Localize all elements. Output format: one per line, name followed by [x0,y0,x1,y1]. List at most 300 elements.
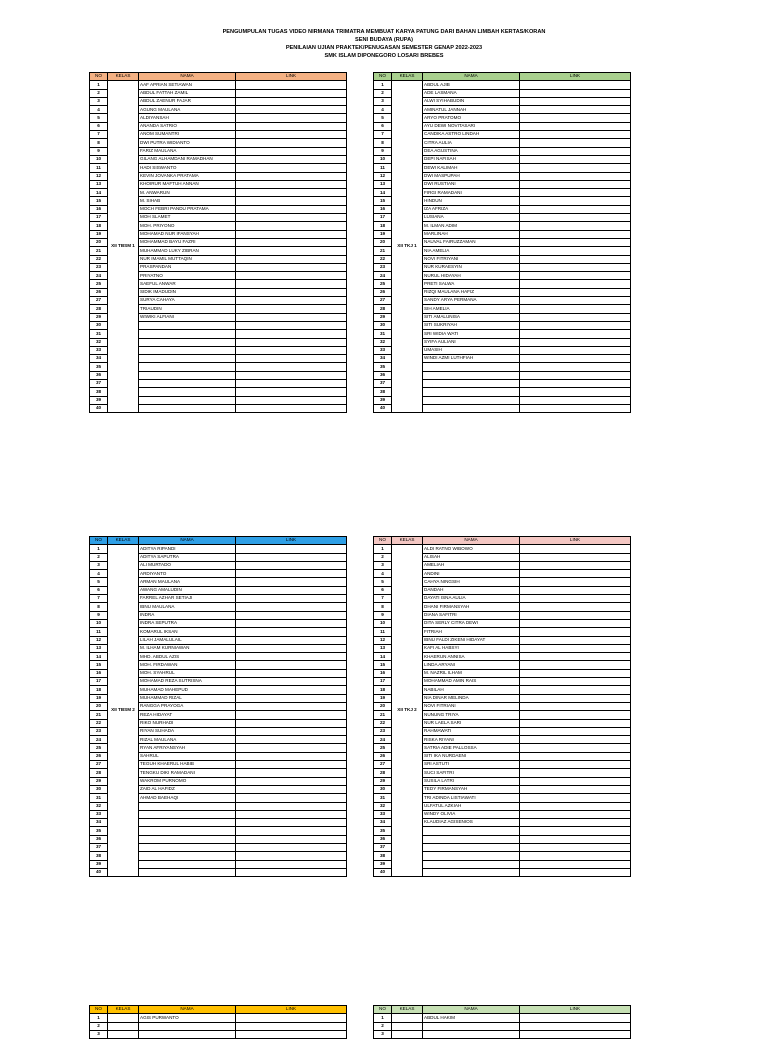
link-cell[interactable] [520,678,631,686]
table-header-row [90,537,347,545]
link-cell[interactable] [236,785,347,793]
student-name: ALI MURTADO [139,561,236,569]
link-cell[interactable] [236,794,347,802]
row-number: 9 [374,147,392,155]
row-number: 15 [90,197,108,205]
student-name [139,868,236,876]
link-cell[interactable] [520,81,631,89]
row-number: 19 [374,230,392,238]
row-number: 34 [374,355,392,363]
link-cell[interactable] [520,313,631,321]
link-cell[interactable] [236,164,347,172]
link-cell[interactable] [236,297,347,305]
student-name [139,388,236,396]
row-number: 31 [90,794,108,802]
link-cell[interactable] [236,769,347,777]
link-cell[interactable] [520,727,631,735]
student-name: DWI PUTRA WIDIANTO [139,139,236,147]
student-name: ABDUL AJIB [423,81,520,89]
row-number: 7 [374,595,392,603]
link-cell[interactable] [520,819,631,827]
link-cell[interactable] [520,1014,631,1022]
link-cell[interactable] [236,106,347,114]
link-cell[interactable] [520,247,631,255]
link-cell[interactable] [520,744,631,752]
link-cell[interactable] [520,661,631,669]
link-cell[interactable] [236,661,347,669]
row-number: 1 [90,81,108,89]
row-number: 3 [90,561,108,569]
table-row [374,1030,631,1038]
link-cell[interactable] [236,180,347,188]
table-row [374,1022,631,1030]
link-cell[interactable] [236,155,347,163]
row-number: 5 [374,578,392,586]
table-row [374,545,631,553]
link-cell[interactable] [236,852,347,860]
row-number: 20 [90,702,108,710]
row-number: 25 [90,280,108,288]
row-number: 9 [90,147,108,155]
row-number: 36 [374,371,392,379]
row-number: 37 [90,843,108,851]
link-cell[interactable] [236,330,347,338]
student-name: ADE LASMANA [423,89,520,97]
table-header-row [90,1006,347,1014]
link-cell[interactable] [520,843,631,851]
link-cell[interactable] [520,272,631,280]
student-name [139,852,236,860]
column-header-nama: NAMA [423,1006,520,1014]
link-cell[interactable] [236,238,347,246]
column-header-link: LINK [520,73,631,81]
link-cell[interactable] [236,777,347,785]
student-name: MOH. PRIYONO [139,222,236,230]
student-name: ABDUL ZAENUR FAJAR [139,97,236,105]
link-cell[interactable] [520,404,631,412]
row-number: 5 [90,114,108,122]
link-cell[interactable] [236,619,347,627]
link-cell[interactable] [520,752,631,760]
link-cell[interactable] [236,678,347,686]
row-number: 4 [90,570,108,578]
student-name [423,1030,520,1038]
link-cell[interactable] [520,263,631,271]
class-cell: XII TBSM 1 [108,81,139,413]
link-cell[interactable] [520,777,631,785]
link-cell[interactable] [236,139,347,147]
link-cell[interactable] [236,810,347,818]
link-cell[interactable] [520,810,631,818]
link-cell[interactable] [236,1022,347,1030]
link-cell[interactable] [236,686,347,694]
link-cell[interactable] [236,371,347,379]
row-number: 17 [90,214,108,222]
link-cell[interactable] [236,197,347,205]
link-cell[interactable] [520,122,631,130]
row-number: 35 [90,363,108,371]
column-header-nama: NAMA [139,537,236,545]
student-name: AYU DEWI NOVITASARI [423,122,520,130]
row-number: 31 [374,330,392,338]
student-name: RIZAL MAULANA [139,736,236,744]
student-name: FARIZ MAULANA [139,147,236,155]
student-name: NURUL HIDAYAH [423,272,520,280]
link-cell[interactable] [236,288,347,296]
link-cell[interactable] [236,595,347,603]
link-cell[interactable] [236,636,347,644]
student-name: MUHAMMAD RIZAL [139,694,236,702]
row-number: 24 [90,736,108,744]
link-cell[interactable] [236,835,347,843]
link-cell[interactable] [520,794,631,802]
link-cell[interactable] [236,230,347,238]
link-cell[interactable] [520,330,631,338]
row-number: 20 [90,238,108,246]
row-number: 24 [374,272,392,280]
table-row [374,1014,631,1022]
row-number: 10 [90,619,108,627]
table-header-row [374,1006,631,1014]
link-cell[interactable] [236,761,347,769]
link-cell[interactable] [520,363,631,371]
link-cell[interactable] [520,180,631,188]
student-name: M. SIHAB [139,197,236,205]
link-cell[interactable] [236,736,347,744]
row-number: 27 [90,761,108,769]
link-cell[interactable] [236,388,347,396]
row-number: 29 [374,777,392,785]
class-cell: XII TBSM 2 [108,545,139,877]
link-cell[interactable] [236,404,347,412]
column-header-link: LINK [236,1006,347,1014]
table-header-row [374,73,631,81]
link-cell[interactable] [520,827,631,835]
link-cell[interactable] [520,97,631,105]
student-name: INDRA [139,611,236,619]
link-cell[interactable] [236,214,347,222]
link-cell[interactable] [520,586,631,594]
header-assessment: PENILAIAN UJIAN PRAKTEK/PENUGASAN SEMESTER GENAP 2022-2023 [285,45,483,51]
link-cell[interactable] [520,139,631,147]
student-name: IBNU FALDI ZIKENI HIDAYAT [423,636,520,644]
link-cell[interactable] [520,255,631,263]
link-cell[interactable] [236,338,347,346]
link-cell[interactable] [520,305,631,313]
row-number: 3 [374,561,392,569]
row-number: 22 [374,719,392,727]
link-cell[interactable] [520,868,631,876]
link-cell[interactable] [520,222,631,230]
student-name: FITRIAH [423,628,520,636]
link-cell[interactable] [520,238,631,246]
link-cell[interactable] [236,263,347,271]
student-name [139,1030,236,1038]
student-name: SYIFA AULIANI [423,338,520,346]
row-number: 8 [374,139,392,147]
column-header-nama: NAMA [139,73,236,81]
link-cell[interactable] [520,711,631,719]
link-cell[interactable] [236,711,347,719]
link-cell[interactable] [236,122,347,130]
student-name: ALDIYANSAH [139,114,236,122]
column-header-kelas: KELAS [392,73,423,81]
link-cell[interactable] [236,561,347,569]
link-cell[interactable] [520,396,631,404]
link-cell[interactable] [236,147,347,155]
link-cell[interactable] [520,147,631,155]
link-cell[interactable] [520,545,631,553]
link-cell[interactable] [520,553,631,561]
link-cell[interactable] [520,346,631,354]
student-name: M. ANWARUN [139,189,236,197]
row-number: 19 [90,694,108,702]
link-cell[interactable] [236,868,347,876]
link-cell[interactable] [520,1022,631,1030]
link-cell[interactable] [236,628,347,636]
link-cell[interactable] [520,769,631,777]
link-cell[interactable] [520,214,631,222]
row-number: 15 [374,197,392,205]
link-cell[interactable] [236,860,347,868]
link-cell[interactable] [236,346,347,354]
link-cell[interactable] [236,819,347,827]
link-cell[interactable] [520,197,631,205]
student-name [139,1022,236,1030]
link-cell[interactable] [236,578,347,586]
link-cell[interactable] [520,189,631,197]
link-cell[interactable] [520,644,631,652]
row-number: 13 [374,644,392,652]
link-cell[interactable] [520,636,631,644]
student-name: KOMARUL IKSAN [139,628,236,636]
link-cell[interactable] [520,603,631,611]
link-cell[interactable] [520,611,631,619]
link-cell[interactable] [236,363,347,371]
header-school: SMK ISLAM DIPONEGORO LOSARI BREBES [324,53,444,59]
link-cell[interactable] [520,131,631,139]
link-cell[interactable] [236,653,347,661]
link-cell[interactable] [520,802,631,810]
link-cell[interactable] [520,164,631,172]
student-name: MOH. FIRDAWAN [139,661,236,669]
link-cell[interactable] [520,860,631,868]
student-name: WIWIKI ALFIANI [139,313,236,321]
row-number: 39 [90,396,108,404]
link-cell[interactable] [520,561,631,569]
link-cell[interactable] [236,97,347,105]
link-cell[interactable] [520,338,631,346]
link-cell[interactable] [520,288,631,296]
student-name: ULFATUL AZKIAH [423,802,520,810]
student-name: RANGGA PRAYOGA [139,702,236,710]
link-cell[interactable] [520,686,631,694]
link-cell[interactable] [520,736,631,744]
link-cell[interactable] [520,230,631,238]
row-number: 40 [374,868,392,876]
link-cell[interactable] [236,396,347,404]
link-cell[interactable] [236,321,347,329]
link-cell[interactable] [236,802,347,810]
link-cell[interactable] [236,1030,347,1038]
row-number: 25 [374,280,392,288]
row-number: 16 [374,205,392,213]
link-cell[interactable] [236,222,347,230]
link-cell[interactable] [236,355,347,363]
link-cell[interactable] [236,611,347,619]
student-name: ANANDA SATRIO [139,122,236,130]
column-header-link: LINK [520,1006,631,1014]
link-cell[interactable] [236,694,347,702]
student-name [139,396,236,404]
link-cell[interactable] [520,106,631,114]
link-cell[interactable] [520,379,631,387]
link-cell[interactable] [520,355,631,363]
link-cell[interactable] [520,321,631,329]
link-cell[interactable] [236,553,347,561]
link-cell[interactable] [236,570,347,578]
student-name: MOHAMMAD BAYU FAZRI [139,238,236,246]
student-name: TENGKU DIKI RAMADANI [139,769,236,777]
link-cell[interactable] [520,619,631,627]
link-cell[interactable] [236,545,347,553]
table-row [90,1022,347,1030]
row-number: 15 [374,661,392,669]
link-cell[interactable] [236,586,347,594]
link-cell[interactable] [236,727,347,735]
row-number: 3 [90,1030,108,1038]
link-cell[interactable] [236,247,347,255]
link-cell[interactable] [236,172,347,180]
link-cell[interactable] [236,280,347,288]
link-cell[interactable] [236,313,347,321]
link-cell[interactable] [236,1014,347,1022]
link-cell[interactable] [520,694,631,702]
row-number: 40 [90,868,108,876]
row-number: 18 [90,686,108,694]
student-name: ANDINI [423,570,520,578]
link-cell[interactable] [236,744,347,752]
column-header-nama: NAMA [423,73,520,81]
row-number: 19 [374,694,392,702]
link-cell[interactable] [236,189,347,197]
column-header-kelas: KELAS [108,73,139,81]
link-cell[interactable] [236,603,347,611]
row-number: 2 [374,553,392,561]
student-name: FIRGI RAMADANI [423,189,520,197]
link-cell[interactable] [520,155,631,163]
link-cell[interactable] [236,669,347,677]
student-name: HINDUN [423,197,520,205]
link-cell[interactable] [520,669,631,677]
student-name: NIA AMELIA [423,247,520,255]
link-cell[interactable] [520,595,631,603]
student-name: DANDAH [423,586,520,594]
link-cell[interactable] [520,205,631,213]
link-cell[interactable] [520,570,631,578]
student-name: RISKA RIYANI [423,736,520,744]
link-cell[interactable] [520,280,631,288]
row-number: 37 [374,843,392,851]
link-cell[interactable] [236,89,347,97]
link-cell[interactable] [236,81,347,89]
student-name [139,860,236,868]
row-number: 7 [374,131,392,139]
student-name [423,835,520,843]
row-number: 36 [90,835,108,843]
link-cell[interactable] [520,371,631,379]
link-cell[interactable] [520,89,631,97]
roster-table [373,1005,631,1039]
link-cell[interactable] [236,827,347,835]
link-cell[interactable] [520,1030,631,1038]
student-name [139,843,236,851]
link-cell[interactable] [520,653,631,661]
row-number: 9 [374,611,392,619]
row-number: 2 [90,89,108,97]
row-number: 8 [90,603,108,611]
link-cell[interactable] [520,719,631,727]
link-cell[interactable] [236,131,347,139]
link-cell[interactable] [520,388,631,396]
student-name: RAHMAWATI [423,727,520,735]
student-name: DEWI KALIMAH [423,164,520,172]
row-number: 33 [374,346,392,354]
link-cell[interactable] [236,305,347,313]
row-number: 21 [374,247,392,255]
row-number: 4 [374,106,392,114]
link-cell[interactable] [520,835,631,843]
row-number: 29 [90,313,108,321]
link-cell[interactable] [520,297,631,305]
student-name: WAKROM PURNOMO [139,777,236,785]
link-cell[interactable] [520,785,631,793]
link-cell[interactable] [236,272,347,280]
row-number: 18 [374,686,392,694]
link-cell[interactable] [520,578,631,586]
link-cell[interactable] [236,644,347,652]
row-number: 32 [374,338,392,346]
link-cell[interactable] [520,702,631,710]
link-cell[interactable] [236,702,347,710]
row-number: 1 [90,545,108,553]
student-name: HADI SISWANTO [139,164,236,172]
link-cell[interactable] [236,719,347,727]
row-number: 11 [374,628,392,636]
link-cell[interactable] [236,752,347,760]
row-number: 26 [374,288,392,296]
student-name: M. NAZRIL ILHAM [423,669,520,677]
link-cell[interactable] [236,379,347,387]
row-number: 1 [374,81,392,89]
link-cell[interactable] [520,172,631,180]
row-number: 14 [374,189,392,197]
link-cell[interactable] [236,255,347,263]
student-name [423,868,520,876]
link-cell[interactable] [520,114,631,122]
student-name: LINDA ARYANI [423,661,520,669]
link-cell[interactable] [520,852,631,860]
link-cell[interactable] [236,205,347,213]
student-name: SITI SUKRIYAH [423,321,520,329]
link-cell[interactable] [236,114,347,122]
student-name: M. ILHAM KURNIAWAN [139,644,236,652]
row-number: 28 [374,769,392,777]
link-cell[interactable] [520,761,631,769]
student-name: MOHAMMAD AMIN RAIS [423,678,520,686]
link-cell[interactable] [520,628,631,636]
link-cell[interactable] [236,843,347,851]
